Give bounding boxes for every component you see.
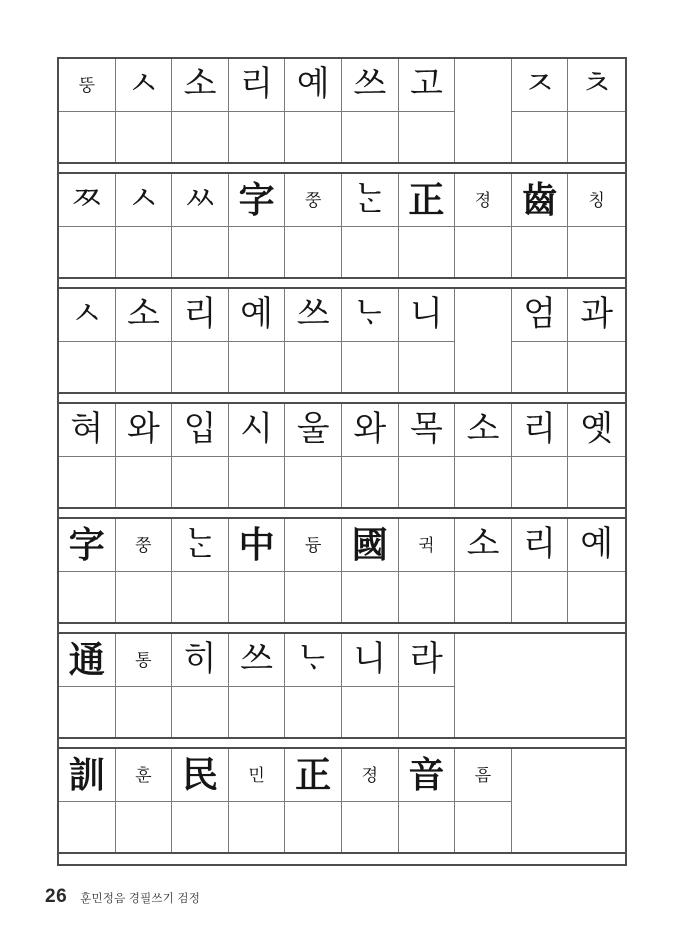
practice-cell: [455, 227, 512, 277]
practice-cell: [342, 572, 399, 622]
practice-cell: [512, 457, 569, 507]
footer-title: 훈민정음 경필쓰기 검정: [80, 893, 201, 905]
practice-cell: [342, 112, 399, 162]
blank-cell: [512, 749, 625, 852]
practice-cell: [342, 687, 399, 737]
character-row-group: [59, 57, 625, 164]
practice-cell: [229, 572, 286, 622]
practice-cell: [285, 687, 342, 737]
practice-cell: [285, 112, 342, 162]
char-cell: 쭝: [285, 174, 342, 227]
char-cell: 히: [172, 634, 229, 687]
char-cell: 귁: [399, 519, 456, 572]
practice-cell: [59, 227, 116, 277]
practice-cell: [229, 227, 286, 277]
char-cell: 音: [399, 749, 456, 802]
char-cell: 리: [172, 289, 229, 342]
practice-cell: [59, 802, 116, 852]
char-cell: 와: [342, 404, 399, 457]
char-cell: 쭝: [116, 519, 173, 572]
practice-cell: [455, 802, 512, 852]
char-cell: 소: [455, 519, 512, 572]
page-footer: [45, 886, 200, 908]
char-cell: 예: [229, 289, 286, 342]
char-cell: 字: [59, 519, 116, 572]
char-cell: ᅙᅳᆷ: [455, 749, 512, 802]
practice-cell: [229, 342, 286, 392]
char-cell: 소: [116, 289, 173, 342]
practice-cell: [568, 457, 625, 507]
blank-cell: [455, 634, 625, 737]
practice-cell: [285, 457, 342, 507]
char-cell: 뚱: [59, 59, 116, 112]
practice-cell: [59, 342, 116, 392]
practice-cell: [399, 457, 456, 507]
char-cell: 훈: [116, 749, 173, 802]
char-cell: 리: [229, 59, 286, 112]
practice-cell: [172, 112, 229, 162]
char-cell: 엄: [512, 289, 569, 342]
practice-cell: [399, 802, 456, 852]
char-cell: 리: [512, 404, 569, 457]
char-cell: 통: [116, 634, 173, 687]
char-cell: 쓰: [342, 59, 399, 112]
char-cell: 라: [399, 634, 456, 687]
char-cell: ㅊ: [568, 59, 625, 112]
char-cell: 正: [285, 749, 342, 802]
char-cell: 시: [229, 404, 286, 457]
char-cell: ㅉ: [59, 174, 116, 227]
character-row-group: [59, 287, 625, 394]
practice-cell: [172, 457, 229, 507]
practice-cell: [399, 342, 456, 392]
blank-cell: [455, 289, 512, 392]
practice-cell: [342, 227, 399, 277]
practice-cell: [399, 112, 456, 162]
char-cell: 혀: [59, 404, 116, 457]
practice-cell: [59, 572, 116, 622]
practice-cell: [568, 572, 625, 622]
practice-cell: [172, 802, 229, 852]
practice-cell: [116, 687, 173, 737]
practice-cell: [342, 802, 399, 852]
practice-cell: [116, 342, 173, 392]
char-cell: ᄂᆞ: [285, 634, 342, 687]
page-number: 26: [45, 886, 68, 907]
worksheet-grid: [57, 57, 627, 866]
practice-cell: [172, 572, 229, 622]
char-cell: 졍: [455, 174, 512, 227]
char-cell: 와: [116, 404, 173, 457]
char-cell: 고: [399, 59, 456, 112]
practice-cell: [512, 112, 569, 162]
practice-cell: [512, 227, 569, 277]
practice-cell: [229, 457, 286, 507]
char-cell: 民: [172, 749, 229, 802]
practice-cell: [342, 342, 399, 392]
char-cell: ㅅ: [116, 59, 173, 112]
char-cell: 칭: [568, 174, 625, 227]
char-cell: 졍: [342, 749, 399, 802]
char-cell: 國: [342, 519, 399, 572]
practice-cell: [116, 802, 173, 852]
practice-cell: [455, 572, 512, 622]
char-cell: 옛: [568, 404, 625, 457]
character-row-group: [59, 632, 625, 739]
char-cell: 니: [399, 289, 456, 342]
practice-cell: [285, 572, 342, 622]
practice-cell: [116, 227, 173, 277]
practice-cell: [116, 572, 173, 622]
practice-cell: [172, 687, 229, 737]
char-cell: ᄂᆞ: [342, 289, 399, 342]
char-cell: 리: [512, 519, 569, 572]
char-cell: 목: [399, 404, 456, 457]
practice-cell: [568, 112, 625, 162]
practice-cell: [116, 112, 173, 162]
practice-cell: [399, 687, 456, 737]
practice-cell: [116, 457, 173, 507]
practice-cell: [568, 342, 625, 392]
char-cell: 니: [342, 634, 399, 687]
practice-cell: [172, 227, 229, 277]
char-cell: 齒: [512, 174, 569, 227]
char-cell: ᄂᆞᆫ: [172, 519, 229, 572]
char-cell: 소: [172, 59, 229, 112]
character-row-group: [59, 517, 625, 624]
char-cell: 입: [172, 404, 229, 457]
char-cell: 訓: [59, 749, 116, 802]
practice-cell: [455, 457, 512, 507]
char-cell: ᄂᆞᆫ: [342, 174, 399, 227]
character-row-group: [59, 402, 625, 509]
char-cell: 通: [59, 634, 116, 687]
practice-cell: [399, 227, 456, 277]
practice-cell: [285, 227, 342, 277]
char-cell: 과: [568, 289, 625, 342]
character-row-group: [59, 172, 625, 279]
char-cell: 예: [568, 519, 625, 572]
char-cell: ㅆ: [172, 174, 229, 227]
practice-cell: [59, 687, 116, 737]
char-cell: ㅈ: [512, 59, 569, 112]
char-cell: 쓰: [285, 289, 342, 342]
char-cell: 듕: [285, 519, 342, 572]
practice-cell: [399, 572, 456, 622]
char-cell: ㅅ: [59, 289, 116, 342]
char-cell: ㅅ: [116, 174, 173, 227]
practice-cell: [229, 802, 286, 852]
bottom-band-line: [59, 862, 625, 866]
char-cell: 正: [399, 174, 456, 227]
practice-cell: [172, 342, 229, 392]
practice-cell: [568, 227, 625, 277]
char-cell: 中: [229, 519, 286, 572]
character-row-group: [59, 747, 625, 854]
practice-cell: [512, 342, 569, 392]
practice-cell: [229, 112, 286, 162]
practice-cell: [512, 572, 569, 622]
practice-cell: [59, 457, 116, 507]
practice-cell: [59, 112, 116, 162]
char-cell: 울: [285, 404, 342, 457]
char-cell: 예: [285, 59, 342, 112]
char-cell: 민: [229, 749, 286, 802]
char-cell: 소: [455, 404, 512, 457]
blank-cell: [455, 59, 512, 162]
char-cell: 쓰: [229, 634, 286, 687]
practice-cell: [229, 687, 286, 737]
practice-cell: [285, 342, 342, 392]
practice-cell: [342, 457, 399, 507]
char-cell: 字: [229, 174, 286, 227]
practice-cell: [285, 802, 342, 852]
